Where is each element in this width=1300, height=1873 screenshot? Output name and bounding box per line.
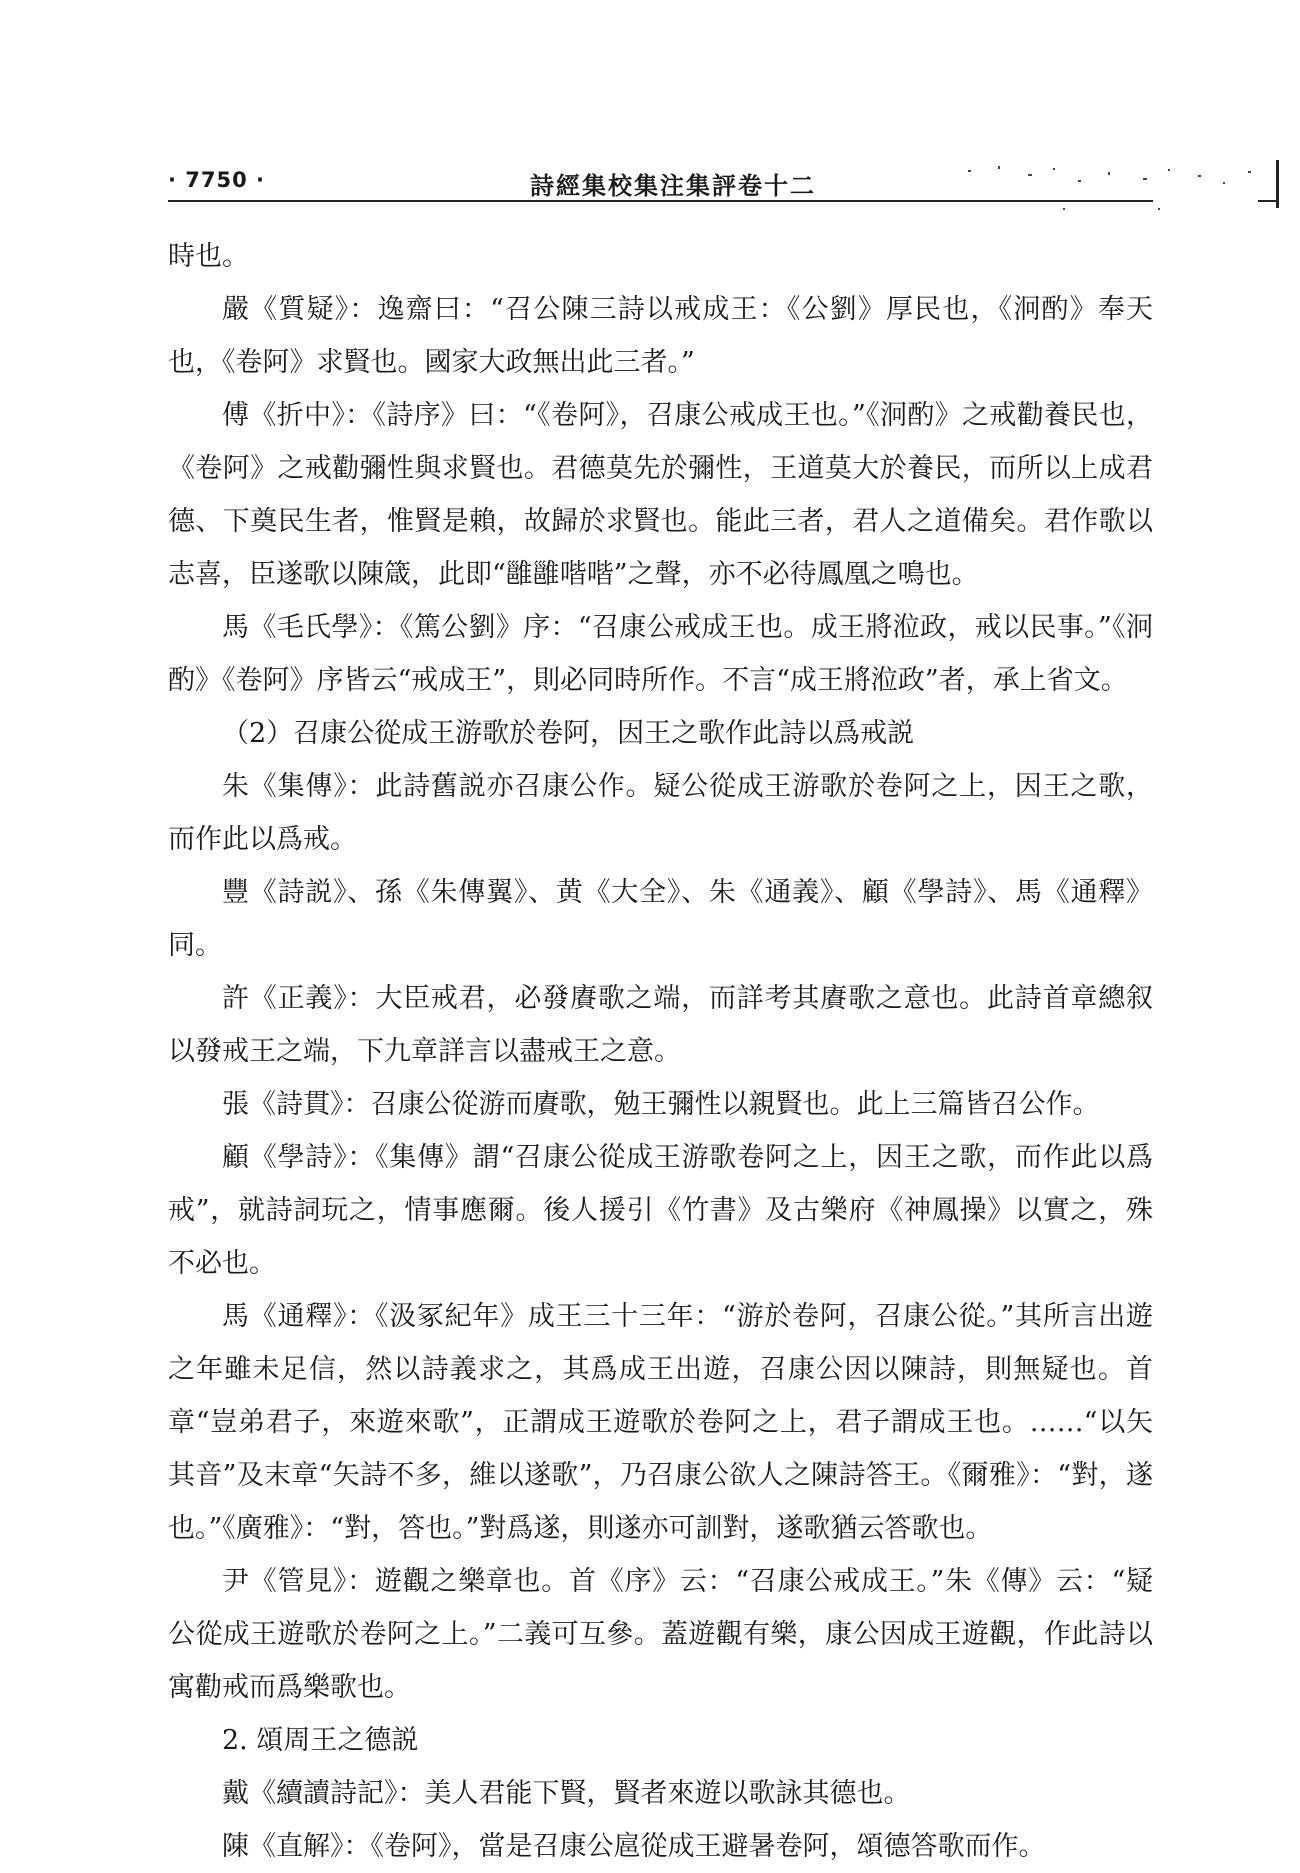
page-number: · 7750 · xyxy=(168,168,266,192)
paragraph-13: 陳《直解》：《卷阿》，當是召康公扈從成王避暑卷阿，頌德答歌而作。 xyxy=(222,1831,1046,1862)
paragraph-10: 馬《通釋》：《汲冢紀年》成王三十三年：“游於卷阿，召康公從。”其所言出遊之年雖未足信，然以詩義求之，其爲成王出遊，召康公因以陳詩，則無疑也。首章“豈弟君子，來遊來歌”，正謂成王遊歌於卷阿之上，君子謂成王也。……“以矢其音”及末章“矢詩不多，維以遂歌”，乃召康公欲人之陳詩答王。《爾雅》：“對，遂也。”《廣雅》：“對，答也。”對爲遂，則遂亦可訓對，遂歌猶云答歌也。 xyxy=(168,1301,1153,1544)
main-text xyxy=(168,230,1153,1873)
paragraph-3: 傅《折中》：《詩序》曰：“《卷阿》，召康公戒成王也。”《泂酌》之戒勸養民也，《卷阿》之戒勸彌性與求賢也。君德莫先於彌性，王道莫大於養民，而所以上成君德、下奠民生者，惟賢是賴，故歸於求賢也。能此三者，君人之道備矣。君作歌以志喜，臣遂歌以陳箴，此即“雝雝喈喈”之聲，亦不必待鳳凰之鳴也。 xyxy=(168,400,1153,590)
paragraph-6: 豐《詩説》、孫《朱傳翼》、黄《大全》、朱《通義》、顧《學詩》、馬《通釋》同。 xyxy=(168,877,1153,961)
page-header xyxy=(168,160,1153,200)
paragraph-12: 戴《續讀詩記》：美人君能下賢，賢者來遊以歌詠其德也。 xyxy=(222,1778,911,1809)
section-heading-song: 2. 頌周王之德説 xyxy=(222,1725,419,1756)
paragraph-11: 尹《管見》：遊觀之樂章也。首《序》云：“召康公戒成王。”朱《傳》云：“疑公從成王遊歌於卷阿之上。”二義可互參。蓋遊觀有樂，康公因成王遊觀，作此詩以寓勸戒而爲樂歌也。 xyxy=(168,1566,1153,1703)
paragraph-4: 馬《毛氏學》：《篤公劉》序：“召康公戒成王也。成王將涖政，戒以民事。”《泂酌》《卷阿》序皆云“戒成王”，則必同時所作。不言“成王將涖政”者，承上省文。 xyxy=(168,612,1153,696)
section-heading-2: （2）召康公從成王游歌於卷阿，因王之歌作此詩以爲戒説 xyxy=(222,718,915,749)
running-title: 詩經集校集注集評卷十二 xyxy=(530,171,816,200)
paragraph-7: 許《正義》：大臣戒君，必發賡歌之端，而詳考其賡歌之意也。此詩首章總叙以發戒王之端，下九章詳言以盡戒王之意。 xyxy=(168,983,1153,1067)
paragraph-2: 嚴《質疑》：逸齋曰：“召公陳三詩以戒成王：《公劉》厚民也，《泂酌》奉天也，《卷阿》求賢也。國家大政無出此三者。” xyxy=(168,294,1153,378)
paragraph-5: 朱《集傳》：此詩舊説亦召康公作。疑公從成王游歌於卷阿之上，因王之歌，而作此以爲戒。 xyxy=(168,771,1153,855)
paragraph-8: 張《詩貫》：召康公從游而賡歌，勉王彌性以親賢也。此上三篇皆召公作。 xyxy=(222,1089,1100,1120)
scan-noise-decoration xyxy=(958,160,1288,210)
paragraph-1: 時也。 xyxy=(168,241,249,272)
paragraph-9: 顧《學詩》：《集傳》謂“召康公從成王游歌卷阿之上，因王之歌，而作此以爲戒”，就詩詞玩之，情事應爾。後人援引《竹書》及古樂府《神鳳操》以實之，殊不必也。 xyxy=(168,1142,1153,1279)
